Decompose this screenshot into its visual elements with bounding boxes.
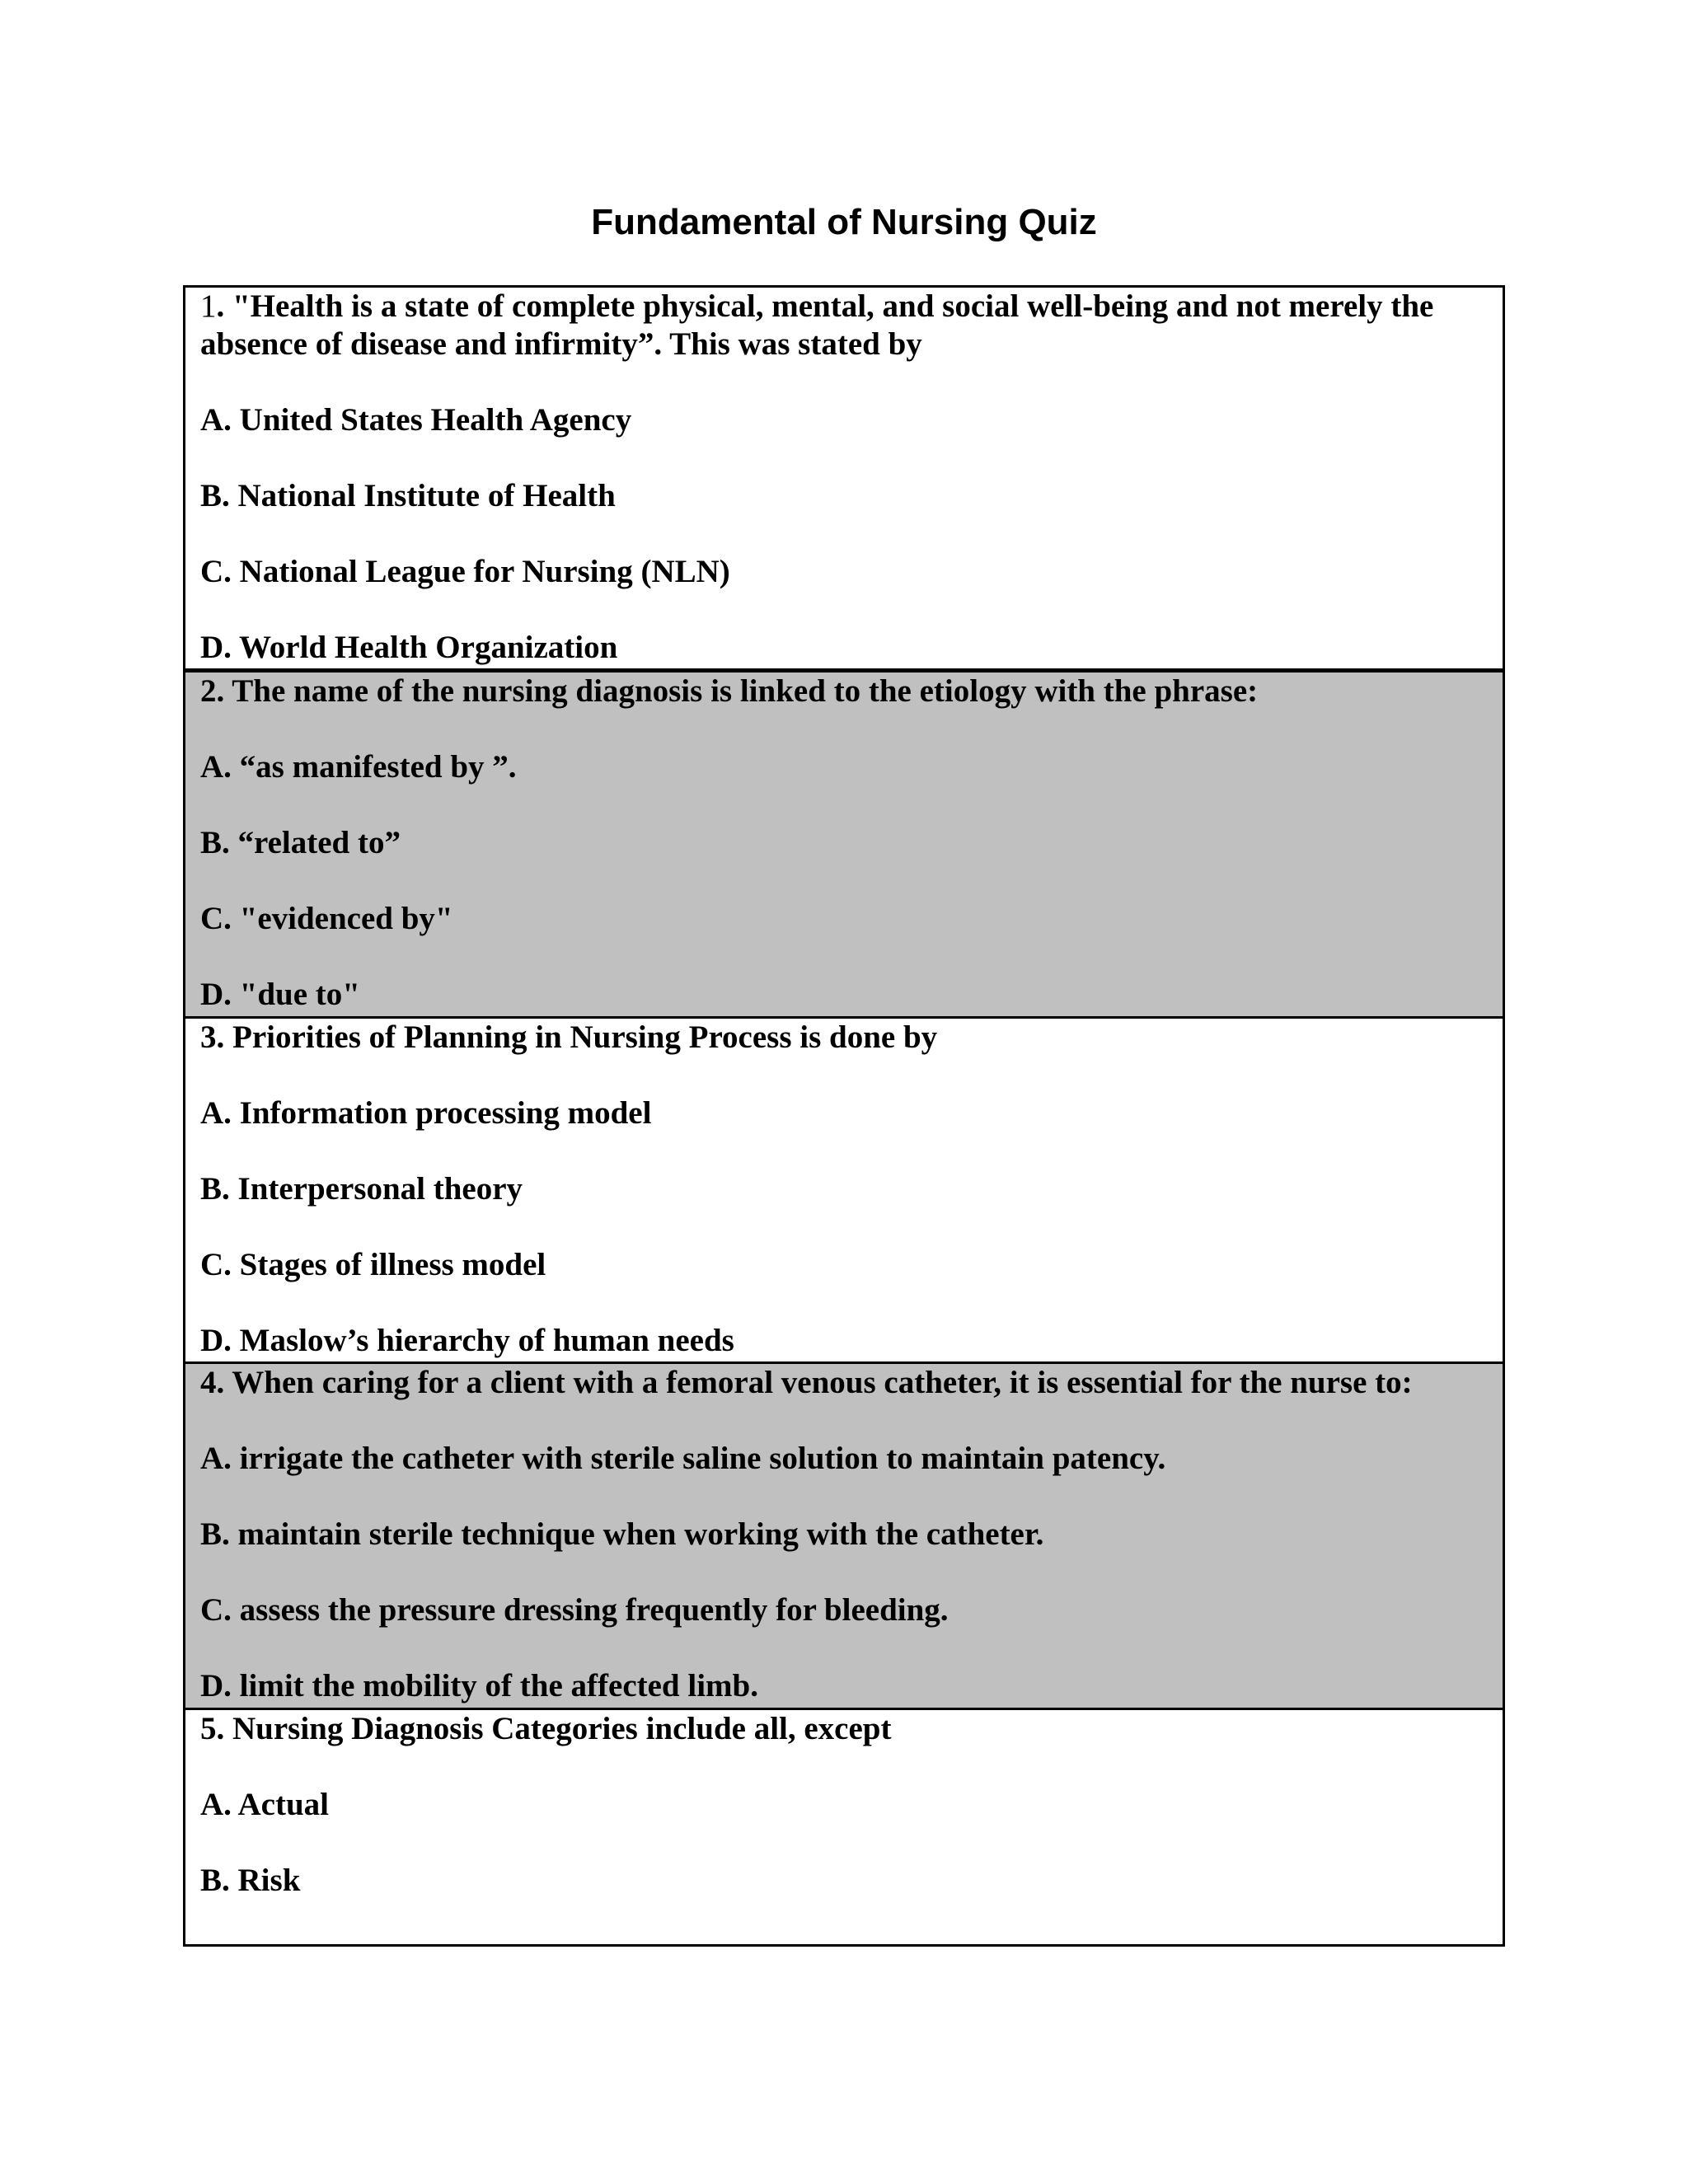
question-5-option-b: B. Risk xyxy=(200,1863,301,1898)
question-1-text xyxy=(200,288,1488,363)
question-1-stem: . "Health is a state of complete physical, mental, and social well-being and not merely the absence of disease and infirmity”. This was stated by xyxy=(200,288,1434,362)
question-3-option-b: B. Interpersonal theory xyxy=(200,1171,523,1207)
question-5-text xyxy=(200,1710,1488,1748)
question-2-number: 2 xyxy=(200,673,217,709)
question-4-stem: . When caring for a client with a femoral venous catheter, it is essential for the nurse to: xyxy=(216,1365,1413,1400)
question-4-text xyxy=(200,1364,1488,1402)
question-1-option-c: C. National League for Nursing (NLN) xyxy=(200,554,730,589)
quiz-table xyxy=(183,285,1505,1947)
question-4-option-d: D. limit the mobility of the affected limb. xyxy=(200,1668,758,1704)
question-3 xyxy=(185,1019,1503,1361)
question-3-option-d: D. Maslow’s hierarchy of human needs xyxy=(200,1323,734,1358)
question-2-option-d: D. "due to" xyxy=(200,977,360,1012)
question-5 xyxy=(185,1710,1503,1944)
question-4-option-c: C. assess the pressure dressing frequently for bleeding. xyxy=(200,1592,949,1628)
question-3-option-c: C. Stages of illness model xyxy=(200,1247,546,1282)
question-2-option-c: C. "evidenced by" xyxy=(200,901,453,936)
question-1-option-d: D. World Health Organization xyxy=(200,630,618,665)
question-1 xyxy=(185,288,1503,671)
question-2-option-b: B. “related to” xyxy=(200,825,401,860)
question-2-option-a: A. “as manifested by ”. xyxy=(200,749,517,785)
question-1-number: 1 xyxy=(200,288,217,324)
question-2-text xyxy=(200,673,1488,710)
question-1-option-b: B. National Institute of Health xyxy=(200,478,616,513)
question-4 xyxy=(185,1364,1503,1708)
question-3-option-a: A. Information processing model xyxy=(200,1095,652,1131)
question-1-option-a: A. United States Health Agency xyxy=(200,402,632,438)
question-4-number: 4 xyxy=(200,1365,217,1400)
question-4-option-a: A. irrigate the catheter with sterile saline solution to maintain patency. xyxy=(200,1441,1166,1476)
question-5-stem: . Nursing Diagnosis Categories include all, except xyxy=(216,1711,892,1746)
page-title: Fundamental of Nursing Quiz xyxy=(591,202,1097,242)
question-3-stem: . Priorities of Planning in Nursing Process is done by xyxy=(216,1019,938,1055)
question-5-number: 5 xyxy=(200,1711,217,1746)
question-2-stem: . The name of the nursing diagnosis is linked to the etiology with the phrase: xyxy=(216,673,1259,709)
question-3-number: 3 xyxy=(200,1019,217,1055)
question-3-text xyxy=(200,1019,1488,1057)
question-4-option-b: B. maintain sterile technique when working with the catheter. xyxy=(200,1516,1044,1552)
question-5-option-a: A. Actual xyxy=(200,1787,329,1822)
question-2 xyxy=(185,673,1503,1016)
